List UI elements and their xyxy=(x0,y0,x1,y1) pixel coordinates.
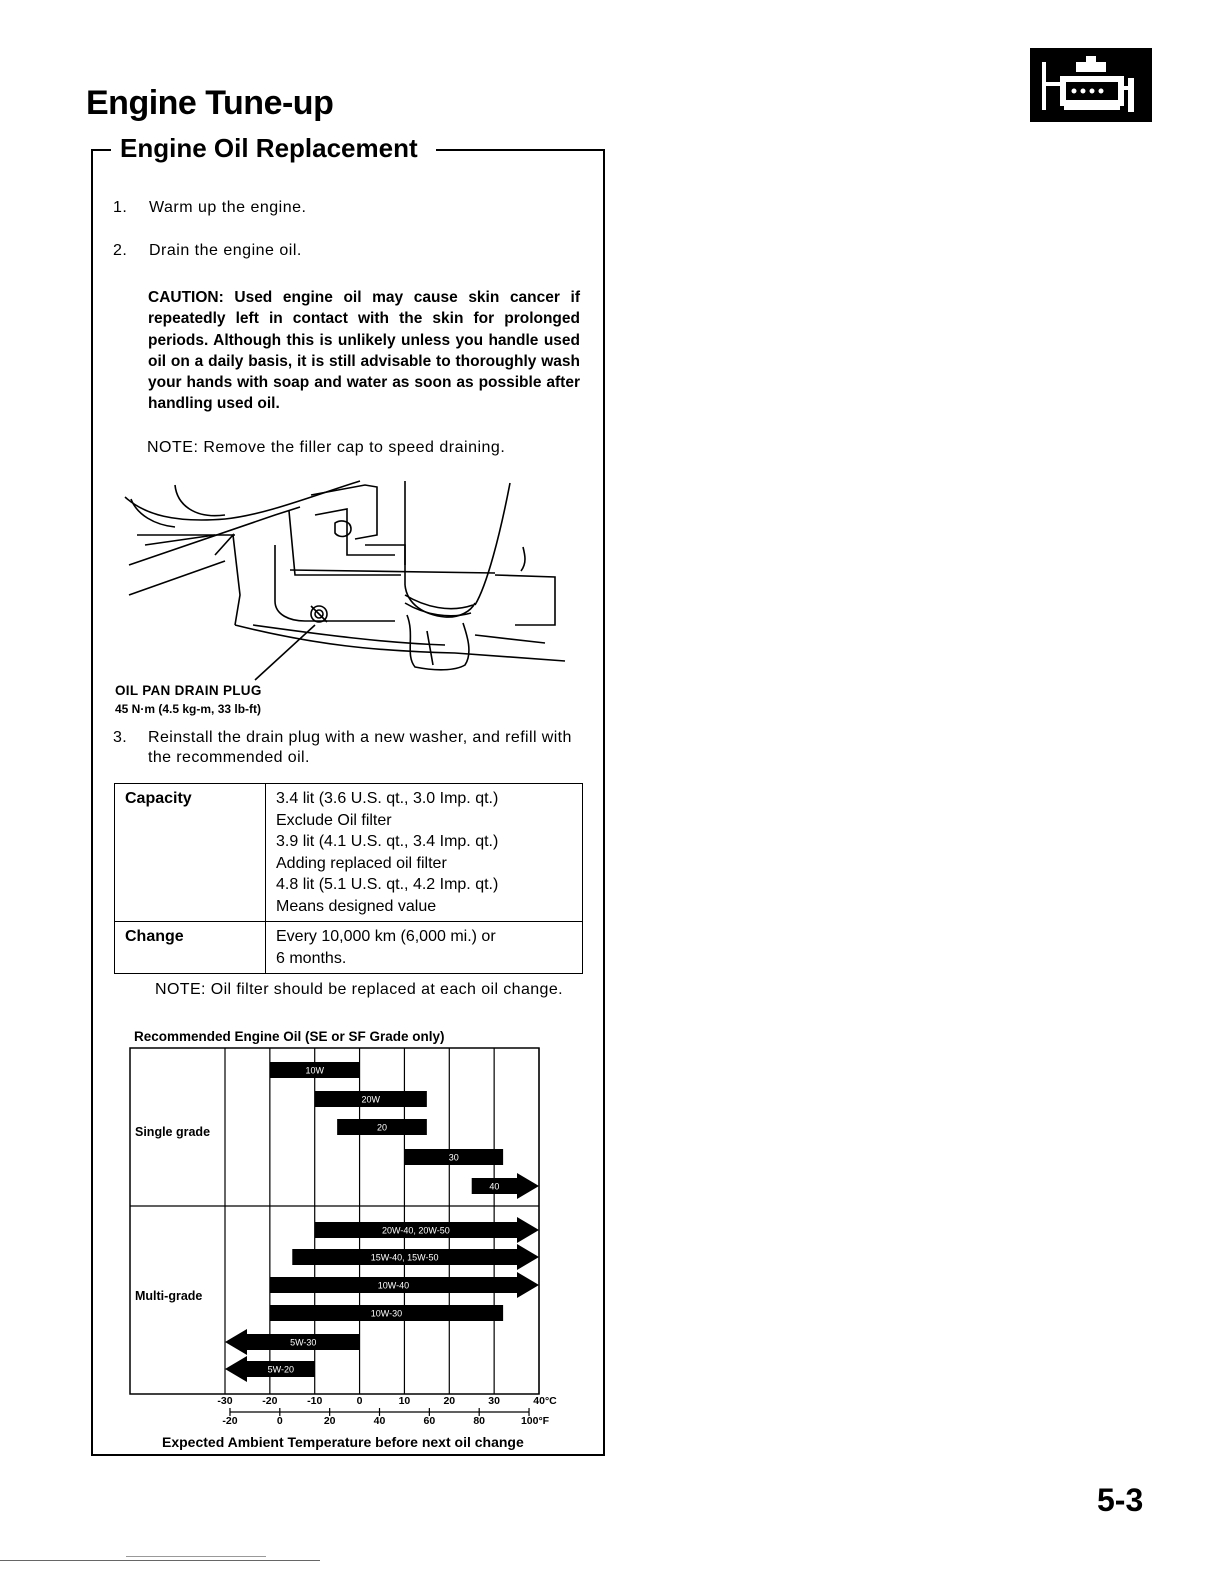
note-oil-filter: NOTE: Oil filter should be replaced at each oil change. xyxy=(155,981,563,998)
change-line: 6 months. xyxy=(276,949,347,967)
bar-label: 10W-30 xyxy=(370,1308,403,1319)
table-row xyxy=(115,922,583,974)
section-rule xyxy=(436,149,605,151)
change-value xyxy=(266,922,583,974)
oil-spec-table xyxy=(114,783,583,974)
capacity-key: Capacity xyxy=(115,784,266,922)
celsius-tick-label: 30 xyxy=(488,1395,500,1407)
section-title: Engine Oil Replacement xyxy=(120,133,422,164)
celsius-tick-label: 0 xyxy=(356,1395,363,1407)
bar-label: 20W-40, 20W-50 xyxy=(382,1225,450,1236)
bar-label: 15W-40, 15W-50 xyxy=(370,1252,439,1263)
fahrenheit-tick-label: -20 xyxy=(222,1415,238,1427)
celsius-tick-label: 10 xyxy=(398,1395,411,1407)
step-text: Drain the engine oil. xyxy=(149,242,302,259)
step-text: Warm up the engine. xyxy=(149,199,307,216)
oil-viscosity-chart xyxy=(128,1026,588,1454)
bar-label: 5W-30 xyxy=(290,1337,317,1348)
oil-pan-illustration xyxy=(115,475,575,685)
step-2 xyxy=(113,242,533,264)
step-number: 3. xyxy=(113,729,128,746)
bar-label: 20 xyxy=(376,1122,388,1133)
page-title: Engine Tune-up xyxy=(86,84,334,122)
capacity-line: Means designed value xyxy=(276,897,437,915)
drain-plug-label: OIL PAN DRAIN PLUG xyxy=(115,683,262,698)
capacity-value xyxy=(266,784,583,922)
step-number: 1. xyxy=(113,199,128,216)
bar-label: 20W xyxy=(361,1094,381,1105)
viscosity-bar xyxy=(472,1173,539,1199)
chart-title: Recommended Engine Oil (SE or SF Grade only) xyxy=(134,1029,445,1044)
fahrenheit-tick-label: 0 xyxy=(276,1415,283,1427)
fahrenheit-tick-label: 80 xyxy=(473,1415,486,1427)
step-1 xyxy=(113,199,533,221)
group-label: Multi-grade xyxy=(135,1289,203,1303)
group-label: Single grade xyxy=(135,1125,211,1139)
celsius-tick-label: 20 xyxy=(443,1395,456,1407)
footer-rule xyxy=(126,1556,266,1557)
celsius-tick-label: 40°C xyxy=(533,1395,557,1407)
page-number: 5-3 xyxy=(1097,1482,1144,1518)
capacity-line: 3.9 lit (4.1 U.S. qt., 3.4 Imp. qt.) xyxy=(276,833,499,850)
step-3 xyxy=(113,728,583,768)
chart-xlabel: Expected Ambient Temperature before next oil change xyxy=(162,1434,524,1450)
fahrenheit-tick-label: 40 xyxy=(373,1415,386,1427)
engine-icon xyxy=(1030,48,1152,122)
bar-label: 5W-20 xyxy=(267,1364,295,1375)
change-line: Every 10,000 km (6,000 mi.) or xyxy=(276,928,496,945)
change-key: Change xyxy=(115,922,266,974)
fahrenheit-tick-label: 100°F xyxy=(520,1415,550,1427)
capacity-line: 4.8 lit (5.1 U.S. qt., 4.2 Imp. qt.) xyxy=(276,876,499,893)
caution-text: CAUTION: Used engine oil may cause skin cancer if repeatedly left in contact with the skin for prolonged periods. Although this is unlikely unless you handle used oil on a daily basis, it is still advisable to thoroughly wash your hands with soap and water as soon as possible after handling used oil. xyxy=(148,289,580,413)
note-filler-cap: NOTE: Remove the filler cap to speed draining. xyxy=(147,439,506,456)
section-rule xyxy=(91,149,111,151)
fahrenheit-tick-label: 20 xyxy=(323,1415,336,1427)
celsius-tick-label: -10 xyxy=(307,1395,323,1407)
footer-rule xyxy=(0,1560,320,1561)
step-text: Reinstall the drain plug with a new washer, and refill with the recommended oil. xyxy=(148,729,572,766)
fahrenheit-tick-label: 60 xyxy=(423,1415,436,1427)
celsius-tick-label: -20 xyxy=(262,1395,278,1407)
bar-label: 10W-40 xyxy=(377,1280,410,1291)
bar-label: 30 xyxy=(448,1152,459,1163)
capacity-line: 3.4 lit (3.6 U.S. qt., 3.0 Imp. qt.) xyxy=(276,790,499,807)
bar-label: 40 xyxy=(489,1181,500,1192)
drain-plug-torque: 45 N·m (4.5 kg-m, 33 lb-ft) xyxy=(115,702,262,716)
step-number: 2. xyxy=(113,242,128,259)
bar-label: 10W xyxy=(305,1065,324,1076)
celsius-tick-label: -30 xyxy=(217,1395,233,1407)
capacity-line: Exclude Oil filter xyxy=(276,811,392,829)
table-row xyxy=(115,784,583,922)
capacity-line: Adding replaced oil filter xyxy=(276,854,447,872)
